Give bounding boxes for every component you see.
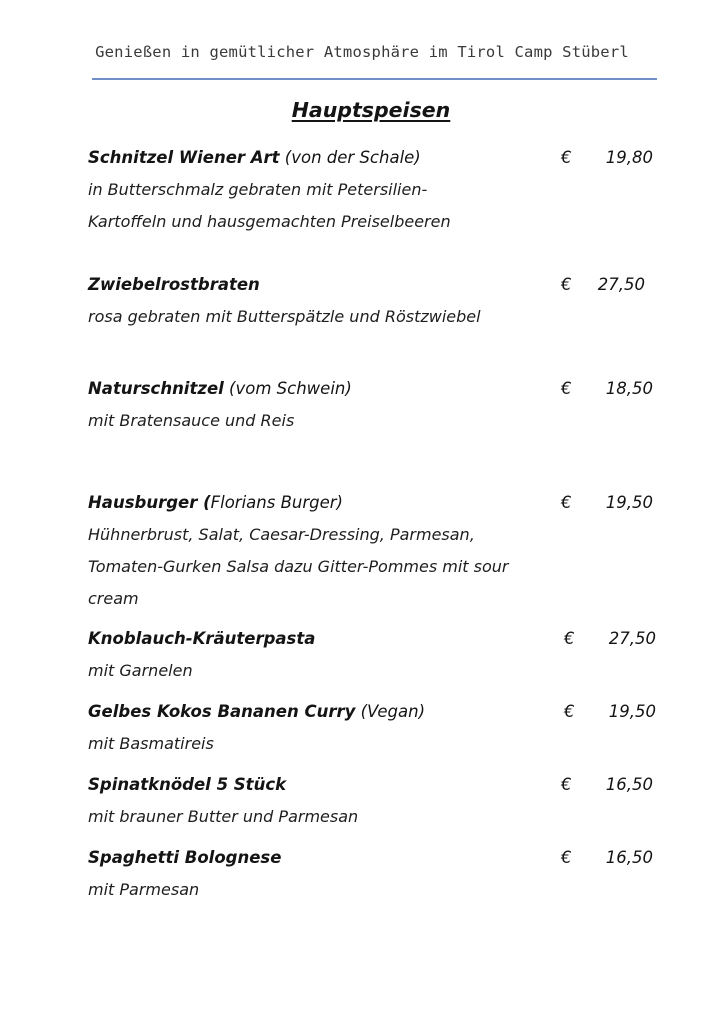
- dish-note: (Vegan): [355, 702, 426, 721]
- menu-item: [88, 487, 668, 615]
- dish-description: Hühnerbrust, Salat, Caesar-Dressing, Parmesan,: [88, 525, 475, 544]
- dish-price: 27,50: [597, 275, 645, 294]
- currency-symbol: €: [561, 493, 572, 512]
- dish-description: in Butterschmalz gebraten mit Petersilien-: [88, 180, 428, 199]
- page-header-tagline: Genießen in gemütlicher Atmosphäre im Tirol Camp Stüberl: [95, 43, 629, 61]
- dish-name: Schnitzel Wiener Art: [88, 148, 280, 167]
- currency-symbol: €: [561, 148, 572, 167]
- menu-item-heading: [88, 769, 668, 801]
- dish-note: (vom Schwein): [223, 379, 352, 398]
- dish-note: Florians Burger): [210, 493, 343, 512]
- menu-item: [88, 269, 668, 333]
- section-title: Hauptspeisen: [291, 98, 451, 122]
- dish-name: Hausburger (: [88, 493, 211, 512]
- menu-item-heading: [88, 623, 668, 655]
- menu-item-heading: [88, 487, 668, 519]
- menu-item: [88, 623, 668, 687]
- dish-price: 19,50: [608, 702, 656, 721]
- dish-price: 19,50: [605, 493, 653, 512]
- currency-symbol: €: [561, 379, 572, 398]
- dish-name: Spinatknödel 5 Stück: [88, 775, 287, 794]
- dish-name: Knoblauch-Kräuterpasta: [88, 629, 316, 648]
- dish-description: mit Garnelen: [88, 661, 193, 680]
- dish-description: mit brauner Butter und Parmesan: [88, 807, 359, 826]
- dish-price: 18,50: [605, 379, 653, 398]
- dish-description: cream: [88, 589, 139, 608]
- dish-name: Zwiebelrostbraten: [88, 275, 260, 294]
- menu-item: [88, 373, 668, 437]
- currency-symbol: €: [561, 848, 572, 867]
- menu-item-heading: [88, 142, 668, 174]
- menu-item-heading: [88, 373, 668, 405]
- currency-symbol: €: [561, 775, 572, 794]
- dish-description: mit Parmesan: [88, 880, 200, 899]
- menu-item: [88, 842, 668, 906]
- menu-item-heading: [88, 269, 668, 301]
- menu-item-heading: [88, 696, 668, 728]
- dish-description: rosa gebraten mit Butterspätzle und Röstzwiebel: [88, 307, 481, 326]
- dish-name: Gelbes Kokos Bananen Curry: [88, 702, 356, 721]
- currency-symbol: €: [561, 275, 572, 294]
- dish-price: 16,50: [605, 775, 653, 794]
- dish-description: mit Bratensauce und Reis: [88, 411, 295, 430]
- menu-item: [88, 696, 668, 760]
- dish-name: Naturschnitzel: [88, 379, 224, 398]
- menu-item: [88, 142, 668, 238]
- menu-item: [88, 769, 668, 833]
- dish-note: (von der Schale): [279, 148, 421, 167]
- dish-description: Kartoffeln und hausgemachten Preiselbeeren: [88, 212, 451, 231]
- dish-price: 27,50: [608, 629, 656, 648]
- dish-price: 19,80: [605, 148, 653, 167]
- dish-description: Tomaten-Gurken Salsa dazu Gitter-Pommes mit sour: [88, 557, 509, 576]
- header-divider: [92, 78, 657, 80]
- currency-symbol: €: [564, 702, 575, 721]
- dish-description: mit Basmatireis: [88, 734, 214, 753]
- menu-item-heading: [88, 842, 668, 874]
- currency-symbol: €: [564, 629, 575, 648]
- dish-price: 16,50: [605, 848, 653, 867]
- dish-name: Spaghetti Bolognese: [88, 848, 282, 867]
